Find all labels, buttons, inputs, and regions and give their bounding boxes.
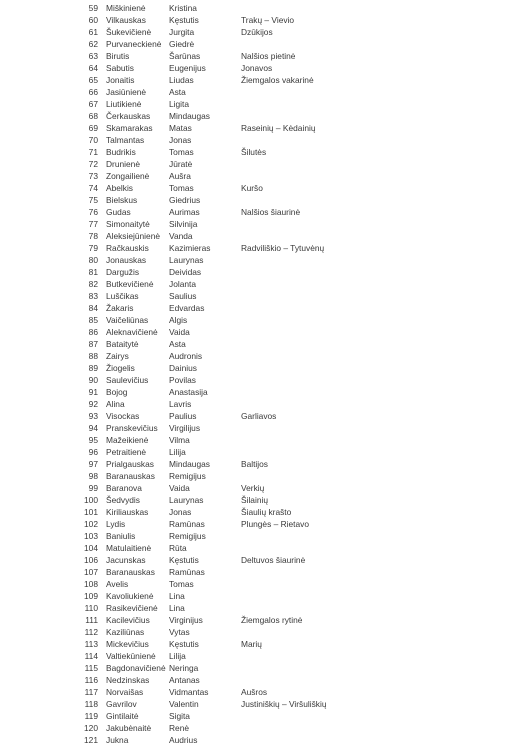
first-name: Virginijus — [169, 615, 203, 625]
surname: Alina — [106, 399, 125, 409]
first-name: Vytas — [169, 627, 190, 637]
list-item — [0, 542, 507, 554]
first-name: Kęstutis — [169, 15, 199, 25]
list-item — [0, 398, 507, 410]
row-number: 60 — [88, 15, 98, 25]
row-number: 115 — [84, 663, 98, 673]
surname: Avelis — [106, 579, 129, 589]
list-item — [0, 590, 507, 602]
row-number: 116 — [84, 675, 98, 685]
first-name: Liudas — [169, 75, 194, 85]
surname: Talmantas — [106, 135, 145, 145]
row-number: 96 — [88, 447, 98, 457]
first-name: Vaida — [169, 483, 190, 493]
surname: Račkauskis — [106, 243, 149, 253]
first-name: Remigijus — [169, 471, 206, 481]
row-number: 119 — [84, 711, 98, 721]
list-item — [0, 98, 507, 110]
first-name: Vaida — [169, 327, 190, 337]
district: Šilainių — [241, 495, 269, 505]
row-number: 81 — [88, 267, 98, 277]
list-item — [0, 698, 507, 710]
row-number: 79 — [88, 243, 98, 253]
first-name: Ramūnas — [169, 519, 205, 529]
surname: Vaičeliūnas — [106, 315, 149, 325]
list-item — [0, 410, 507, 422]
first-name: Giedrius — [169, 195, 201, 205]
row-number: 69 — [88, 123, 98, 133]
row-number: 67 — [88, 99, 98, 109]
row-number: 83 — [88, 291, 98, 301]
first-name: Vidmantas — [169, 687, 209, 697]
surname: Valtiekūnienė — [106, 651, 156, 661]
row-number: 72 — [88, 159, 98, 169]
surname: Prialgauskas — [106, 459, 154, 469]
surname: Skamarakas — [106, 123, 153, 133]
list-item — [0, 314, 507, 326]
surname: Šukevičienė — [106, 27, 152, 37]
surname: Žiogelis — [106, 363, 135, 373]
list-item — [0, 218, 507, 230]
first-name: Paulius — [169, 411, 197, 421]
list-item — [0, 518, 507, 530]
list-item — [0, 266, 507, 278]
first-name: Giedrė — [169, 39, 195, 49]
first-name: Kęstutis — [169, 639, 199, 649]
list-item — [0, 734, 507, 746]
first-name: Šarūnas — [169, 51, 201, 61]
surname: Drunienė — [106, 159, 140, 169]
list-item — [0, 470, 507, 482]
surname: Sabutis — [106, 63, 134, 73]
list-item — [0, 2, 507, 14]
list-item — [0, 554, 507, 566]
first-name: Jūratė — [169, 159, 193, 169]
list-item — [0, 290, 507, 302]
row-number: 78 — [88, 231, 98, 241]
first-name: Virgilijus — [169, 423, 201, 433]
surname: Baniulis — [106, 531, 136, 541]
surname: Pranskevičius — [106, 423, 158, 433]
surname: Vilkauskas — [106, 15, 146, 25]
row-number: 109 — [84, 591, 98, 601]
list-item — [0, 710, 507, 722]
list-item — [0, 626, 507, 638]
surname: Kaziliūnas — [106, 627, 145, 637]
surname: Bojog — [106, 387, 128, 397]
list-item — [0, 662, 507, 674]
list-item — [0, 506, 507, 518]
row-number: 84 — [88, 303, 98, 313]
first-name: Kristina — [169, 3, 197, 13]
surname: Gavrilov — [106, 699, 137, 709]
surname: Butkevičienė — [106, 279, 154, 289]
row-number: 120 — [84, 723, 98, 733]
surname: Baranova — [106, 483, 142, 493]
surname: Baranauskas — [106, 567, 155, 577]
first-name: Lilija — [169, 447, 186, 457]
first-name: Laurynas — [169, 495, 204, 505]
surname: Jukna — [106, 735, 129, 745]
surname: Lydis — [106, 519, 126, 529]
row-number: 117 — [84, 687, 98, 697]
list-item — [0, 350, 507, 362]
first-name: Aurimas — [169, 207, 200, 217]
list-item — [0, 566, 507, 578]
list-item — [0, 194, 507, 206]
surname: Kiriliauskas — [106, 507, 149, 517]
surname: Jonauskas — [106, 255, 147, 265]
first-name: Kęstutis — [169, 555, 199, 565]
list-item — [0, 650, 507, 662]
district: Dzūkijos — [241, 27, 273, 37]
first-name: Aušra — [169, 171, 191, 181]
district: Kuršo — [241, 183, 263, 193]
row-number: 114 — [84, 651, 98, 661]
list-item — [0, 722, 507, 734]
row-number: 85 — [88, 315, 98, 325]
surname: Aleknavičienė — [106, 327, 158, 337]
first-name: Deividas — [169, 267, 202, 277]
first-name: Lina — [169, 603, 185, 613]
row-number: 62 — [88, 39, 98, 49]
list-item — [0, 182, 507, 194]
surname: Bielskus — [106, 195, 138, 205]
first-name: Antanas — [169, 675, 200, 685]
row-number: 68 — [88, 111, 98, 121]
row-number: 113 — [84, 639, 98, 649]
list-item — [0, 62, 507, 74]
surname: Abelkis — [106, 183, 133, 193]
first-name: Laurynas — [169, 255, 204, 265]
list-item — [0, 338, 507, 350]
row-number: 70 — [88, 135, 98, 145]
district: Šilutės — [241, 147, 267, 157]
row-number: 118 — [84, 699, 98, 709]
surname: Žakaris — [106, 303, 134, 313]
surname: Jacunskas — [106, 555, 146, 565]
row-number: 101 — [84, 507, 98, 517]
row-number: 90 — [88, 375, 98, 385]
row-number: 71 — [88, 147, 98, 157]
surname: Šedvydis — [106, 495, 140, 505]
list-item — [0, 638, 507, 650]
first-name: Matas — [169, 123, 192, 133]
first-name: Jonas — [169, 507, 192, 517]
list-item — [0, 302, 507, 314]
first-name: Jolanta — [169, 279, 197, 289]
list-item — [0, 26, 507, 38]
surname: Jonaitis — [106, 75, 135, 85]
district: Justiniškių – Viršuliškių — [241, 699, 327, 709]
first-name: Lilija — [169, 651, 186, 661]
first-name: Jonas — [169, 135, 192, 145]
row-number: 63 — [88, 51, 98, 61]
surname: Petraitienė — [106, 447, 147, 457]
first-name: Audrius — [169, 735, 198, 745]
district: Nalšios šiaurinė — [241, 207, 301, 217]
surname: Zairys — [106, 351, 129, 361]
row-number: 64 — [88, 63, 98, 73]
list-item — [0, 86, 507, 98]
list-item — [0, 38, 507, 50]
list-item — [0, 206, 507, 218]
first-name: Asta — [169, 87, 186, 97]
row-number: 98 — [88, 471, 98, 481]
first-name: Mindaugas — [169, 111, 210, 121]
first-name: Vanda — [169, 231, 193, 241]
first-name: Silvinija — [169, 219, 198, 229]
surname: Miškinienė — [106, 3, 146, 13]
list-item — [0, 158, 507, 170]
row-number: 103 — [84, 531, 98, 541]
first-name: Kazimieras — [169, 243, 211, 253]
first-name: Audronis — [169, 351, 203, 361]
list-item — [0, 602, 507, 614]
first-name: Saulius — [169, 291, 197, 301]
first-name: Tomas — [169, 579, 194, 589]
surname: Kavoliukienė — [106, 591, 154, 601]
district: Žiemgalos rytinė — [241, 615, 303, 625]
district: Radviliškio – Tytuvėnų — [241, 243, 325, 253]
surname: Budrikis — [106, 147, 136, 157]
first-name: Algis — [169, 315, 188, 325]
first-name: Ramūnas — [169, 567, 205, 577]
surname: Gintilaitė — [106, 711, 139, 721]
list-item — [0, 482, 507, 494]
surname: Čerkauskas — [106, 111, 151, 121]
row-number: 108 — [84, 579, 98, 589]
row-number: 112 — [84, 627, 98, 637]
surname: Mickevičius — [106, 639, 149, 649]
first-name: Lavris — [169, 399, 192, 409]
row-number: 102 — [84, 519, 98, 529]
list-item — [0, 134, 507, 146]
district: Raseinių – Kėdainių — [241, 123, 316, 133]
list-item — [0, 530, 507, 542]
surname: Zongailienė — [106, 171, 150, 181]
list-item — [0, 254, 507, 266]
district: Nalšios pietinė — [241, 51, 296, 61]
first-name: Mindaugas — [169, 459, 210, 469]
row-number: 76 — [88, 207, 98, 217]
row-number: 99 — [88, 483, 98, 493]
list-item — [0, 74, 507, 86]
row-number: 73 — [88, 171, 98, 181]
row-number: 95 — [88, 435, 98, 445]
surname: Aleksiejūnienė — [106, 231, 161, 241]
list-item — [0, 578, 507, 590]
first-name: Dainius — [169, 363, 197, 373]
surname: Nedzinskas — [106, 675, 150, 685]
row-number: 91 — [88, 387, 98, 397]
surname: Rasikevičienė — [106, 603, 158, 613]
row-number: 93 — [88, 411, 98, 421]
candidate-list — [0, 2, 507, 746]
list-item — [0, 146, 507, 158]
surname: Luščikas — [106, 291, 139, 301]
list-item — [0, 122, 507, 134]
district: Aušros — [241, 687, 268, 697]
first-name: Ligita — [169, 99, 190, 109]
row-number: 104 — [84, 543, 98, 553]
row-number: 92 — [88, 399, 98, 409]
row-number: 89 — [88, 363, 98, 373]
district: Deltuvos šiaurinė — [241, 555, 306, 565]
surname: Gudas — [106, 207, 131, 217]
list-item — [0, 458, 507, 470]
first-name: Tomas — [169, 183, 194, 193]
list-item — [0, 614, 507, 626]
list-item — [0, 386, 507, 398]
list-item — [0, 686, 507, 698]
surname: Purvaneckienė — [106, 39, 162, 49]
first-name: Anastasija — [169, 387, 208, 397]
list-item — [0, 50, 507, 62]
row-number: 86 — [88, 327, 98, 337]
row-number: 97 — [88, 459, 98, 469]
row-number: 80 — [88, 255, 98, 265]
row-number: 77 — [88, 219, 98, 229]
surname: Liutikienė — [106, 99, 142, 109]
list-item — [0, 494, 507, 506]
row-number: 100 — [84, 495, 98, 505]
row-number: 61 — [88, 27, 98, 37]
first-name: Rūta — [169, 543, 187, 553]
row-number: 121 — [84, 735, 98, 745]
surname: Bagdonavičienė — [106, 663, 166, 673]
list-item — [0, 230, 507, 242]
district: Verkių — [241, 483, 265, 493]
district: Trakų – Vievio — [241, 15, 295, 25]
first-name: Eugenijus — [169, 63, 206, 73]
surname: Birutis — [106, 51, 130, 61]
list-item — [0, 110, 507, 122]
surname: Mažeikienė — [106, 435, 149, 445]
list-item — [0, 326, 507, 338]
surname: Matulaitienė — [106, 543, 152, 553]
surname: Bataitytė — [106, 339, 139, 349]
district: Plungės – Rietavo — [241, 519, 309, 529]
first-name: Neringa — [169, 663, 199, 673]
surname: Saulevičius — [106, 375, 149, 385]
row-number: 106 — [84, 555, 98, 565]
list-item — [0, 434, 507, 446]
district: Šiaulių krašto — [241, 507, 292, 517]
first-name: Valentin — [169, 699, 199, 709]
surname: Kacilevičius — [106, 615, 150, 625]
row-number: 66 — [88, 87, 98, 97]
district: Baltijos — [241, 459, 268, 469]
district: Marių — [241, 639, 262, 649]
surname: Baranauskas — [106, 471, 155, 481]
list-item — [0, 374, 507, 386]
row-number: 110 — [84, 603, 98, 613]
list-item — [0, 278, 507, 290]
surname: Visockas — [106, 411, 140, 421]
row-number: 88 — [88, 351, 98, 361]
list-item — [0, 362, 507, 374]
surname: Norvaišas — [106, 687, 144, 697]
surname: Dargužis — [106, 267, 140, 277]
first-name: Lina — [169, 591, 185, 601]
list-item — [0, 14, 507, 26]
row-number: 82 — [88, 279, 98, 289]
row-number: 94 — [88, 423, 98, 433]
list-item — [0, 422, 507, 434]
row-number: 74 — [88, 183, 98, 193]
surname: Jakubėnaitė — [106, 723, 152, 733]
list-item — [0, 446, 507, 458]
first-name: Jurgita — [169, 27, 195, 37]
district: Garliavos — [241, 411, 277, 421]
first-name: Povilas — [169, 375, 196, 385]
row-number: 65 — [88, 75, 98, 85]
row-number: 111 — [85, 615, 98, 625]
first-name: Edvardas — [169, 303, 205, 313]
first-name: Remigijus — [169, 531, 206, 541]
first-name: Renė — [169, 723, 190, 733]
first-name: Vilma — [169, 435, 190, 445]
row-number: 107 — [84, 567, 98, 577]
row-number: 59 — [88, 3, 98, 13]
district: Žiemgalos vakarinė — [241, 75, 314, 85]
list-item — [0, 242, 507, 254]
surname: Jasiūnienė — [106, 87, 147, 97]
district: Jonavos — [241, 63, 273, 73]
surname: Simonaitytė — [106, 219, 150, 229]
row-number: 75 — [88, 195, 98, 205]
row-number: 87 — [88, 339, 98, 349]
first-name: Tomas — [169, 147, 194, 157]
first-name: Asta — [169, 339, 186, 349]
list-item — [0, 170, 507, 182]
list-item — [0, 674, 507, 686]
first-name: Sigita — [169, 711, 190, 721]
